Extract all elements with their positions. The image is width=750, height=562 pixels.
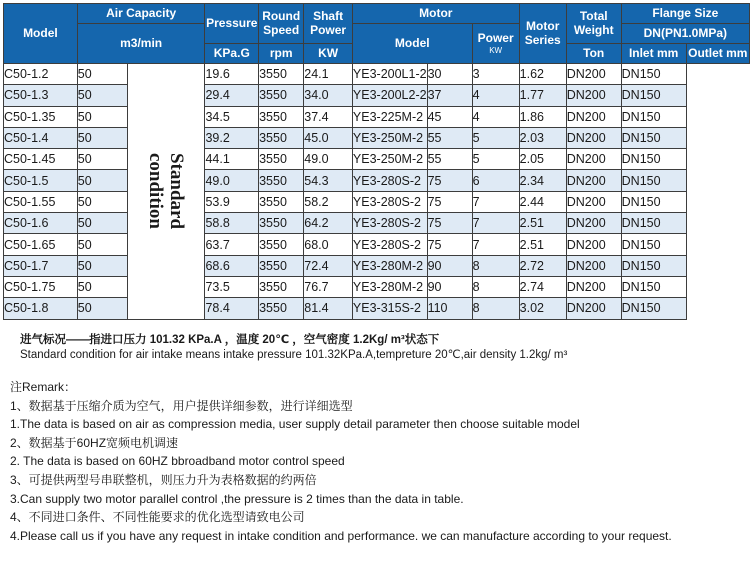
- cell-motor-series: 7: [472, 213, 519, 234]
- cell-model: C50-1.55: [4, 191, 78, 212]
- cell-motor-model: YE3-280S-2: [352, 234, 427, 255]
- col-motor-header: Motor: [352, 4, 519, 24]
- cell-air-capacity: 50: [77, 170, 128, 191]
- cell-pressure: 19.6: [205, 64, 259, 85]
- cell-motor-power: 30: [427, 64, 472, 85]
- cell-inlet: DN200: [566, 191, 621, 212]
- remark-line: 3、可提供两型号串联整机，则压力升为表格数据的约两倍: [10, 472, 317, 487]
- cell-total-weight: 2.74: [519, 276, 566, 297]
- table-row: [4, 276, 750, 297]
- cell-motor-model: YE3-250M-2: [352, 127, 427, 148]
- cell-shaft-power: 45.0: [304, 127, 353, 148]
- cell-outlet: DN150: [621, 276, 686, 297]
- cell-motor-model: YE3-225M-2: [352, 106, 427, 127]
- col-round-speed-header: Round Speed: [259, 4, 304, 44]
- cell-outlet: DN150: [621, 64, 686, 85]
- cell-motor-series: 8: [472, 255, 519, 276]
- remark-line: 2、数据基于60HZ宽频电机调速: [10, 435, 179, 450]
- cell-air-capacity: 50: [77, 64, 128, 85]
- cell-total-weight: 2.05: [519, 149, 566, 170]
- cell-motor-power: 75: [427, 213, 472, 234]
- cell-inlet: DN200: [566, 170, 621, 191]
- cell-motor-model: YE3-315S-2: [352, 298, 427, 319]
- cell-pressure: 73.5: [205, 276, 259, 297]
- cell-total-weight: 2.51: [519, 213, 566, 234]
- cell-motor-series: 3: [472, 64, 519, 85]
- cell-outlet: DN150: [621, 106, 686, 127]
- table-row: [4, 170, 750, 191]
- cell-model: C50-1.4: [4, 127, 78, 148]
- spec-table: [3, 3, 750, 320]
- motor-power-label: Power: [477, 31, 514, 45]
- standard-condition-cell: [128, 64, 205, 320]
- table-row: [4, 106, 750, 127]
- cell-model: C50-1.6: [4, 213, 78, 234]
- col-flange-size-header: Flange Size: [621, 4, 749, 24]
- cell-outlet: DN150: [621, 213, 686, 234]
- cell-pressure: 78.4: [205, 298, 259, 319]
- cell-model: C50-1.45: [4, 149, 78, 170]
- cell-motor-power: 90: [427, 276, 472, 297]
- cell-pressure: 63.7: [205, 234, 259, 255]
- table-row: [4, 255, 750, 276]
- cell-outlet: DN150: [621, 85, 686, 106]
- inlet-unit: mm: [656, 45, 679, 60]
- cell-air-capacity: 50: [77, 213, 128, 234]
- cell-round-speed: 3550: [259, 213, 304, 234]
- cell-total-weight: 3.02: [519, 298, 566, 319]
- cell-round-speed: 3550: [259, 191, 304, 212]
- col-motor-model-header: Model: [352, 24, 472, 64]
- cell-outlet: DN150: [621, 255, 686, 276]
- col-air-capacity-header: Air Capacity: [77, 4, 205, 24]
- cell-motor-power: 55: [427, 127, 472, 148]
- cell-round-speed: 3550: [259, 127, 304, 148]
- shaft-power-unit: KW: [304, 44, 353, 64]
- table-row: [4, 213, 750, 234]
- cell-shaft-power: 34.0: [304, 85, 353, 106]
- col-inlet-header: [621, 44, 686, 64]
- standard-condition-en: Standard condition for air intake means intake pressure 101.32KPa.A,tempreture 20℃,air density 1.2kg/ m³: [20, 349, 568, 361]
- cell-air-capacity: 50: [77, 149, 128, 170]
- cell-total-weight: 1.86: [519, 106, 566, 127]
- table-row: [4, 234, 750, 255]
- cell-inlet: DN200: [566, 234, 621, 255]
- cell-outlet: DN150: [621, 234, 686, 255]
- cell-motor-model: YE3-200L1-2: [352, 64, 427, 85]
- cell-air-capacity: 50: [77, 234, 128, 255]
- cell-inlet: DN200: [566, 64, 621, 85]
- cell-round-speed: 3550: [259, 276, 304, 297]
- cell-pressure: 53.9: [205, 191, 259, 212]
- cell-inlet: DN200: [566, 298, 621, 319]
- cell-motor-power: 90: [427, 255, 472, 276]
- cell-model: C50-1.7: [4, 255, 78, 276]
- cell-model: C50-1.35: [4, 106, 78, 127]
- col-motor-series-header: Motor Series: [519, 4, 566, 64]
- col-model-header: Model: [4, 4, 78, 64]
- cell-motor-power: 45: [427, 106, 472, 127]
- table-row: [4, 85, 750, 106]
- col-total-weight-header: Total Weight: [566, 4, 621, 44]
- cell-motor-model: YE3-200L2-2: [352, 85, 427, 106]
- cell-motor-model: YE3-280S-2: [352, 170, 427, 191]
- flange-unit: DN(PN1.0MPa): [621, 24, 749, 44]
- cell-inlet: DN200: [566, 213, 621, 234]
- cell-motor-power: 75: [427, 170, 472, 191]
- col-pressure-header: Pressure: [205, 4, 259, 44]
- cell-motor-model: YE3-280M-2: [352, 276, 427, 297]
- pressure-unit: KPa.G: [205, 44, 259, 64]
- cell-air-capacity: 50: [77, 255, 128, 276]
- cell-total-weight: 2.34: [519, 170, 566, 191]
- cell-model: C50-1.75: [4, 276, 78, 297]
- cell-total-weight: 2.44: [519, 191, 566, 212]
- cell-motor-series: 5: [472, 149, 519, 170]
- cell-motor-series: 7: [472, 234, 519, 255]
- cell-round-speed: 3550: [259, 106, 304, 127]
- cell-air-capacity: 50: [77, 191, 128, 212]
- standard-condition-cn: 进气标况——指进口压力 101.32 KPa.A ，温度 20℃ ，空气密度 1.2Kg/ m³状态下: [20, 334, 440, 346]
- col-motor-power-header: [472, 24, 519, 64]
- cell-shaft-power: 24.1: [304, 64, 353, 85]
- cell-round-speed: 3550: [259, 64, 304, 85]
- cell-inlet: DN200: [566, 127, 621, 148]
- cell-total-weight: 2.51: [519, 234, 566, 255]
- cell-shaft-power: 58.2: [304, 191, 353, 212]
- outlet-unit: mm: [726, 45, 748, 60]
- cell-air-capacity: 50: [77, 127, 128, 148]
- cell-pressure: 49.0: [205, 170, 259, 191]
- table-row: [4, 191, 750, 212]
- cell-model: C50-1.3: [4, 85, 78, 106]
- cell-motor-series: 7: [472, 191, 519, 212]
- remark-line: 2. The data is based on 60HZ bbroadband motor control speed: [10, 454, 345, 469]
- cell-air-capacity: 50: [77, 106, 128, 127]
- cell-inlet: DN200: [566, 149, 621, 170]
- cell-outlet: DN150: [621, 170, 686, 191]
- cell-model: C50-1.65: [4, 234, 78, 255]
- cell-motor-model: YE3-280S-2: [352, 213, 427, 234]
- table-row: [4, 127, 750, 148]
- cell-motor-series: 4: [472, 106, 519, 127]
- cell-motor-power: 75: [427, 234, 472, 255]
- cell-round-speed: 3550: [259, 255, 304, 276]
- cell-inlet: DN200: [566, 106, 621, 127]
- cell-shaft-power: 72.4: [304, 255, 353, 276]
- cell-pressure: 44.1: [205, 149, 259, 170]
- cell-total-weight: 1.77: [519, 85, 566, 106]
- standard-condition-notes: [10, 333, 745, 363]
- cell-shaft-power: 81.4: [304, 298, 353, 319]
- cell-motor-series: 8: [472, 298, 519, 319]
- cell-total-weight: 1.62: [519, 64, 566, 85]
- remark-section: [10, 378, 740, 545]
- cell-outlet: DN150: [621, 149, 686, 170]
- cell-motor-model: YE3-280S-2: [352, 191, 427, 212]
- table-row: [4, 298, 750, 319]
- remark-line: 1.The data is based on air as compression media, user supply detail parameter then choose suitable model: [10, 417, 580, 432]
- remark-line: 1、数据基于压缩介质为空气，用户提供详细参数，进行详细选型: [10, 398, 353, 413]
- cell-motor-power: 110: [427, 298, 472, 319]
- cell-motor-series: 5: [472, 127, 519, 148]
- cell-outlet: DN150: [621, 298, 686, 319]
- cell-motor-power: 37: [427, 85, 472, 106]
- cell-shaft-power: 64.2: [304, 213, 353, 234]
- cell-air-capacity: 50: [77, 276, 128, 297]
- remark-line: 3.Can supply two motor parallel control ,the pressure is 2 times than the data in table.: [10, 491, 464, 506]
- air-unit: m3/min: [77, 24, 205, 64]
- cell-shaft-power: 54.3: [304, 170, 353, 191]
- cell-outlet: DN150: [621, 127, 686, 148]
- remark-title: 注Remark：: [10, 380, 77, 394]
- cell-pressure: 29.4: [205, 85, 259, 106]
- cell-total-weight: 2.72: [519, 255, 566, 276]
- cell-pressure: 58.8: [205, 213, 259, 234]
- cell-round-speed: 3550: [259, 85, 304, 106]
- cell-shaft-power: 37.4: [304, 106, 353, 127]
- cell-motor-power: 55: [427, 149, 472, 170]
- cell-shaft-power: 76.7: [304, 276, 353, 297]
- outlet-label: Outlet: [688, 45, 723, 60]
- remark-line: 4.Please call us if you have any request in intake condition and performance. we can manufacture according to your request.: [10, 528, 672, 543]
- table-row: [4, 64, 750, 85]
- cell-total-weight: 2.03: [519, 127, 566, 148]
- cell-round-speed: 3550: [259, 298, 304, 319]
- cell-round-speed: 3550: [259, 234, 304, 255]
- remark-line: 4、不同进口条件、不同性能要求的优化选型请致电公司: [10, 510, 305, 525]
- cell-motor-series: 6: [472, 170, 519, 191]
- cell-shaft-power: 68.0: [304, 234, 353, 255]
- cell-air-capacity: 50: [77, 85, 128, 106]
- cell-model: C50-1.2: [4, 64, 78, 85]
- cell-inlet: DN200: [566, 276, 621, 297]
- cell-motor-power: 75: [427, 191, 472, 212]
- motor-power-unit: KW: [489, 45, 503, 55]
- inlet-label: Inlet: [628, 45, 654, 60]
- standard-condition-label: Standard condition: [145, 152, 188, 229]
- cell-pressure: 68.6: [205, 255, 259, 276]
- cell-round-speed: 3550: [259, 149, 304, 170]
- round-speed-unit: rpm: [259, 44, 304, 64]
- cell-inlet: DN200: [566, 85, 621, 106]
- cell-motor-model: YE3-250M-2: [352, 149, 427, 170]
- cell-pressure: 34.5: [205, 106, 259, 127]
- cell-outlet: DN150: [621, 191, 686, 212]
- total-weight-unit: Ton: [566, 44, 621, 64]
- col-shaft-power-header: Shaft Power: [304, 4, 353, 44]
- table-row: [4, 149, 750, 170]
- cell-air-capacity: 50: [77, 298, 128, 319]
- cell-model: C50-1.8: [4, 298, 78, 319]
- cell-model: C50-1.5: [4, 170, 78, 191]
- cell-shaft-power: 49.0: [304, 149, 353, 170]
- cell-motor-model: YE3-280M-2: [352, 255, 427, 276]
- cell-motor-series: 4: [472, 85, 519, 106]
- cell-pressure: 39.2: [205, 127, 259, 148]
- cell-inlet: DN200: [566, 255, 621, 276]
- col-outlet-header: [686, 44, 749, 64]
- cell-motor-series: 8: [472, 276, 519, 297]
- cell-round-speed: 3550: [259, 170, 304, 191]
